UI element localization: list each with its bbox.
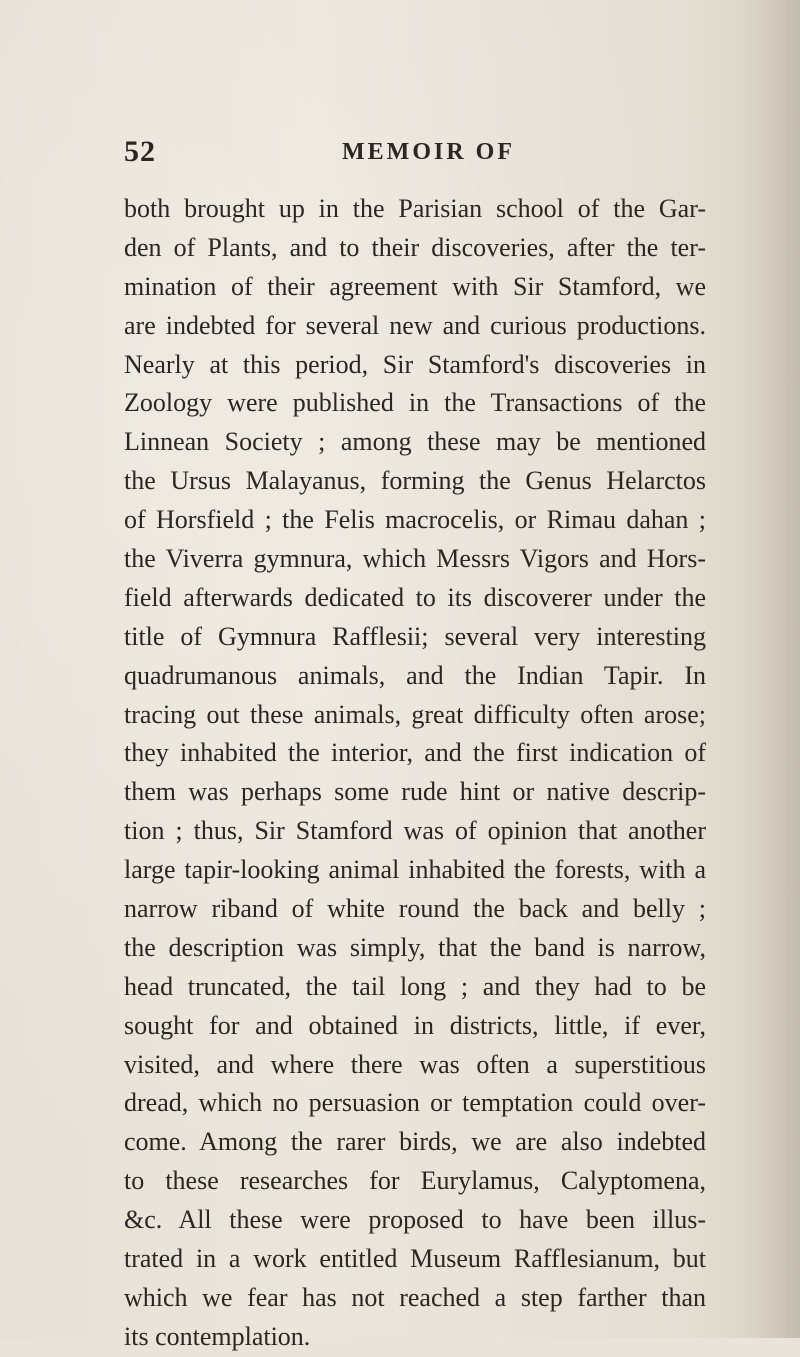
text-line: tracing out these animals, great difficulty often arose; <box>124 699 706 729</box>
page-number: 52 <box>124 135 156 168</box>
text-line: title of Gymnura Rafflesii; several very interesting <box>124 621 706 651</box>
text-line: the Viverra gymnura, which Messrs Vigors and Hors- <box>124 544 706 574</box>
text-line: head truncated, the tail long ; and they had to be <box>124 971 706 1001</box>
text-line: trated in a work entitled Museum Rafflesianum, but <box>124 1244 706 1274</box>
text-line: den of Plants, and to their discoveries, after the ter- <box>124 232 706 262</box>
text-line: large tapir-looking animal inhabited the forests, with a <box>124 855 706 885</box>
text-line: field afterwards dedicated to its discoverer under the <box>124 582 706 612</box>
text-line: the description was simply, that the band is narrow, <box>124 932 706 962</box>
text-line: the Ursus Malayanus, forming the Genus Helarctos <box>124 466 706 496</box>
text-line: are indebted for several new and curious productions. <box>124 310 706 340</box>
text-line: them was perhaps some rude hint or native descrip- <box>124 777 706 807</box>
text-line: Linnean Society ; among these may be mentioned <box>124 427 706 457</box>
text-line: tion ; thus, Sir Stamford was of opinion that another <box>124 816 706 846</box>
text-line: mination of their agreement with Sir Stamford, we <box>124 271 706 301</box>
text-line: its contemplation. <box>124 1321 311 1351</box>
page-header <box>124 135 684 175</box>
page-edge-shadow <box>740 0 800 1338</box>
text-line: come. Among the rarer birds, we are also indebted <box>124 1127 706 1157</box>
text-line: &c. All these were proposed to have been illus- <box>124 1205 706 1235</box>
text-line: quadrumanous animals, and the Indian Tapir. In <box>124 660 706 690</box>
text-line: sought for and obtained in districts, little, if ever, <box>124 1010 706 1040</box>
text-line: visited, and where there was often a superstitious <box>124 1049 706 1079</box>
text-line: Nearly at this period, Sir Stamford's discoveries in <box>124 349 706 379</box>
text-line: narrow riband of white round the back and belly ; <box>124 894 706 924</box>
running-head: MEMOIR OF <box>342 139 515 165</box>
text-line: they inhabited the interior, and the first indication of <box>124 738 706 768</box>
body-text <box>124 190 706 1357</box>
text-line: which we fear has not reached a step farther than <box>124 1282 706 1312</box>
text-line: Zoology were published in the Transactions of the <box>124 388 706 418</box>
text-line: of Horsfield ; the Felis macrocelis, or Rimau dahan ; <box>124 505 706 535</box>
text-line: dread, which no persuasion or temptation could over- <box>124 1088 706 1118</box>
text-line: both brought up in the Parisian school of the Gar- <box>124 194 706 223</box>
text-line: to these researches for Eurylamus, Calyptomena, <box>124 1166 706 1196</box>
